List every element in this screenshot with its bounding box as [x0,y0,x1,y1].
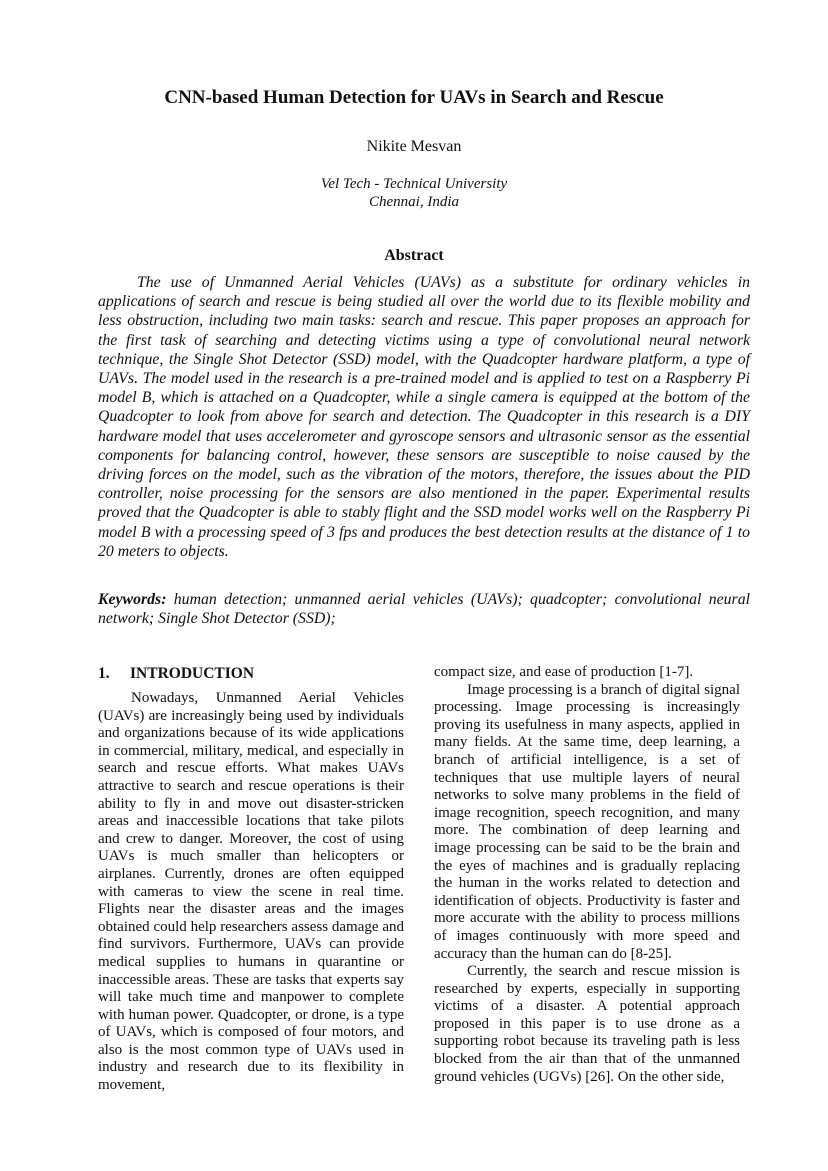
section-title: INTRODUCTION [130,665,255,682]
intro-paragraph-2: Image processing is a branch of digital signal processing. Image processing is increasingly proving its usefulness in many aspects, applied in many fields. At the same time, deep learning, a branch of artificial intelligence, is a set of techniques that use multiple layers of neural networks to solve many problems in the field of image recognition, speech recognition, and many more. The combination of deep learning and image processing can be said to be the brain and the eyes of machines and is gradually replacing the human in the works related to detection and identification of objects. Productivity is faster and more accurate with the ability to process millions of images continuously with more speed and accuracy than the human can do [8-25]. [434,681,740,962]
keywords-label: Keywords: [98,591,167,608]
author-name: Nikite Mesvan [366,138,462,155]
section-heading [98,664,404,684]
affiliation-location: Chennai, India [369,194,459,210]
paper-title: CNN-based Human Detection for UAVs in Search and Rescue [164,87,664,108]
keywords-text: human detection; unmanned aerial vehicles (UAVs); quadcopter; convolutional neural network; Single Shot Detector (SSD); [98,591,750,628]
section-number: 1. [98,665,110,682]
affiliation-institution: Vel Tech - Technical University [320,176,508,192]
abstract-heading: Abstract [384,247,444,264]
keywords [98,590,750,628]
left-column [98,664,404,1095]
intro-paragraph-1: Nowadays, Unmanned Aerial Vehicles (UAVs) are increasingly being used by individuals and organizations because of its wide applications in commercial, military, medical, and especially in search and rescue efforts. What makes UAVs attractive to search and rescue operations is their ability to fly in and move out disaster-stricken areas and inaccessible locations that take pilots and crew to danger. Moreover, the cost of using UAVs is much smaller than helicopters or airplanes. Currently, drones are often equipped with cameras to view the scene in real time. Flights near the disaster areas and the images obtained could help researchers assess damage and find survivors. Furthermore, UAVs can provide medical supplies to humans in quarantine or inaccessible areas. These are tasks that experts say will take much time and manpower to complete with human power. Quadcopter, or drone, is a type of UAVs, which is composed of four motors, and also is the most common type of UAVs used in industry and research due to its flexibility in movement, [98,690,404,1094]
right-column [434,664,740,1086]
intro-paragraph-3: Currently, the search and rescue mission is researched by experts, especially in supporting victims of a disaster. A potential approach proposed in this paper is to use drone as a supporting robot because its traveling path is less blocked from the air than that of the unmanned ground vehicles (UGVs) [26]. On the other side, [434,963,740,1085]
author-affiliation [0,175,828,211]
abstract-text: The use of Unmanned Aerial Vehicles (UAVs) as a substitute for ordinary vehicles in applications of search and rescue is being studied all over the world due to its flexible mobility and less obstruction, including two main tasks: search and rescue. This paper proposes an approach for the first task of searching and detecting victims using a type of convolutional neural network technique, the Single Shot Detector (SSD) model, with the Quadcopter hardware platform, a type of UAVs. The model used in the research is a pre-trained model and is applied to test on a Raspberry Pi model B, which is attached on a Quadcopter, while a single camera is equipped at the bottom of the Quadcopter to look from above for search and detection. The Quadcopter in this research is a DIY hardware model that uses accelerometer and gyroscope sensors and ultrasonic sensor as the essential components for balancing control, however, these sensors are susceptible to noise caused by the driving forces on the model, such as the vibration of the motors, therefore, the issues about the PID controller, noise processing for the sensors are also mentioned in the paper. Experimental results proved that the Quadcopter is able to stably flight and the SSD model works well on the Raspberry Pi model B with a processing speed of 3 fps and produces the best detection results at the distance of 1 to 20 meters to objects. [98,274,750,560]
intro-paragraph-1-continued: compact size, and ease of production [1-7]. [434,664,694,680]
